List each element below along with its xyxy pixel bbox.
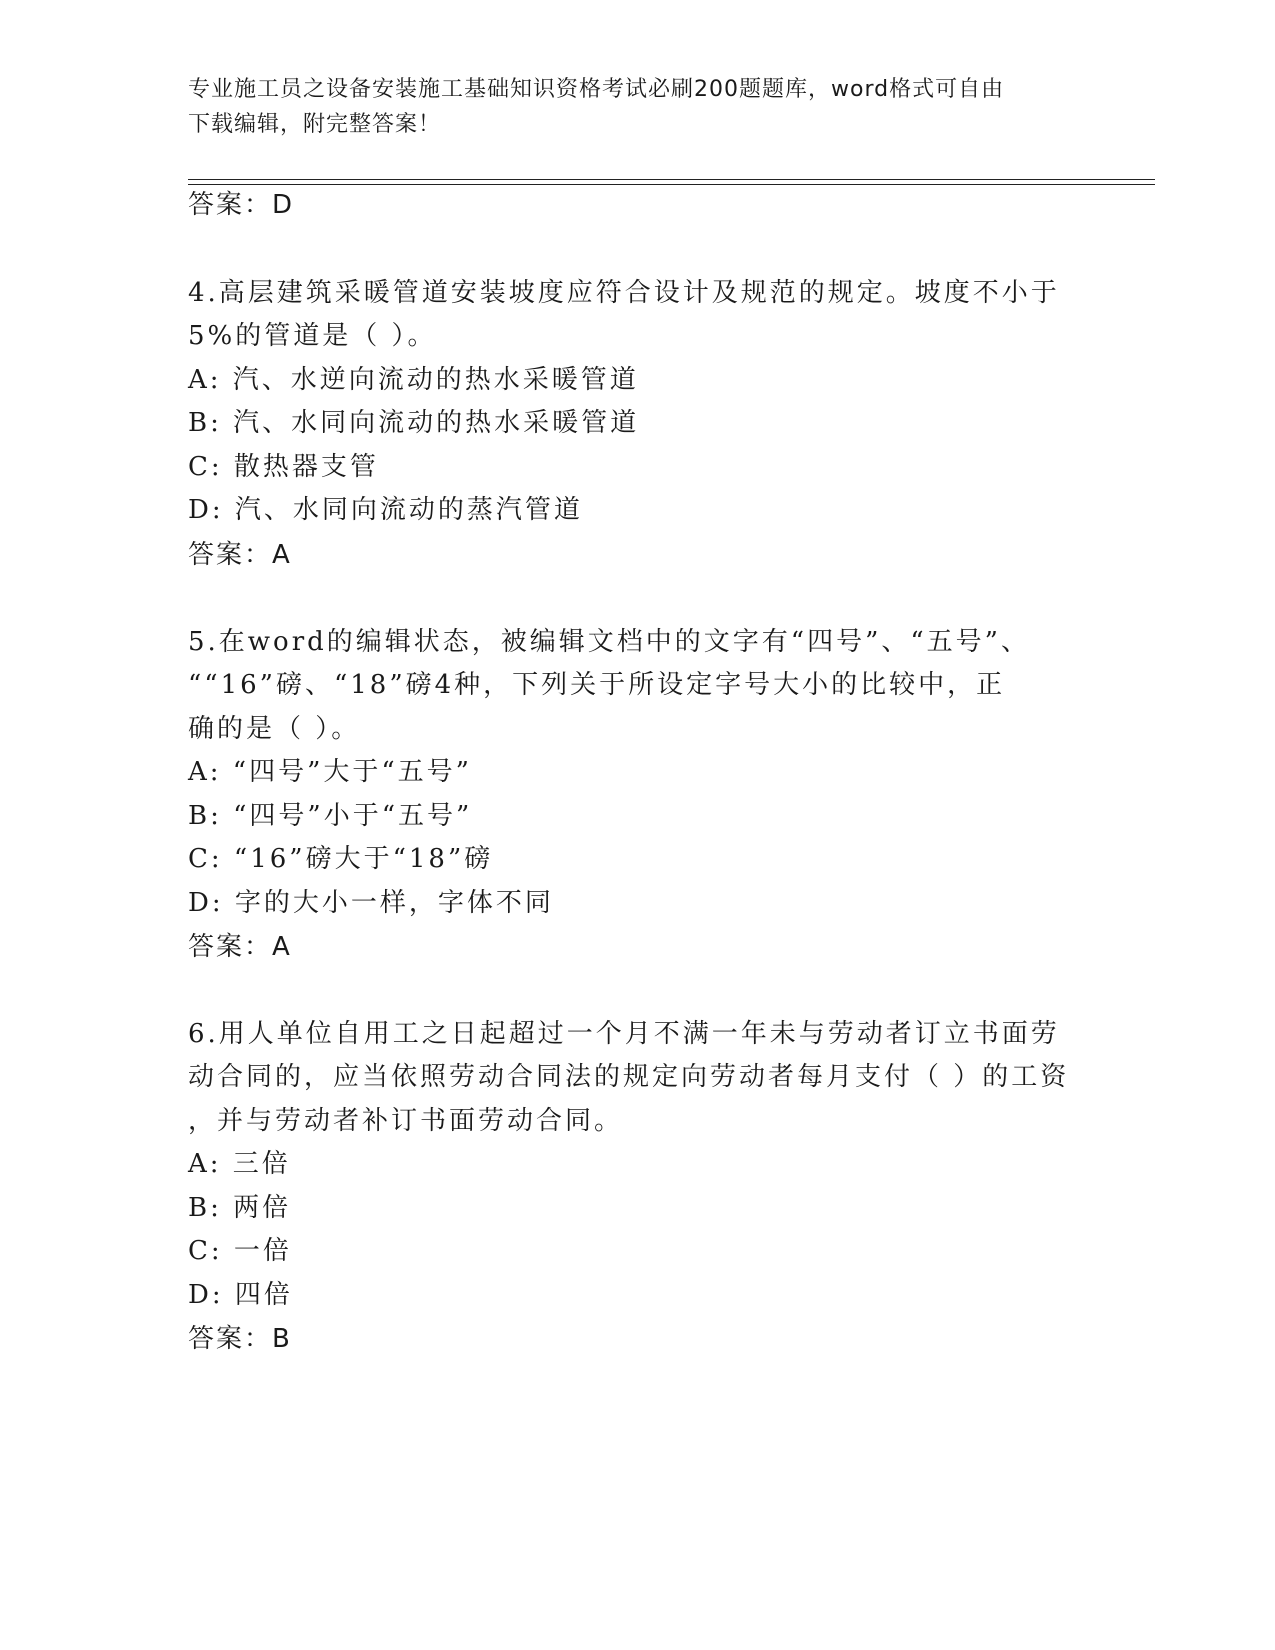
question-6-line-3: ，并与劳动者补订书面劳动合同。 (188, 1106, 624, 1136)
question-6-answer: 答案：B (188, 1324, 292, 1354)
question-5-option-a: A: “四号”大于“五号” (188, 757, 472, 787)
document-header (188, 72, 1088, 142)
question-6-option-d: D: 四倍 (188, 1280, 293, 1310)
question-5-option-c: C: “16”磅大于“18”磅 (188, 844, 494, 874)
question-5-line-3: 确的是（ ）。 (188, 714, 361, 744)
question-6-option-b: B: 两倍 (188, 1193, 292, 1223)
question-4-answer: 答案：A (188, 540, 292, 570)
question-5-option-d: D: 字的大小一样，字体不同 (188, 888, 554, 918)
question-5-answer: 答案：A (188, 932, 292, 962)
question-5-line-2: ““16”磅、“18”磅4种，下列关于所设定字号大小的比较中，正 (188, 670, 1006, 700)
question-5-option-b: B: “四号”小于“五号” (188, 801, 473, 831)
question-4-line-1: 4.高层建筑采暖管道安装坡度应符合设计及规范的规定。坡度不小于 (188, 278, 1060, 308)
question-6-option-c: C: 一倍 (188, 1236, 292, 1266)
question-4-option-b: B: 汽、水同向流动的热水采暖管道 (188, 408, 640, 438)
question-4-option-c: C: 散热器支管 (188, 452, 379, 482)
question-5-line-1: 5.在word的编辑状态，被编辑文档中的文字有“四号”、“五号”、 (188, 627, 1030, 657)
question-6-line-2: 动合同的，应当依照劳动合同法的规定向劳动者每月支付（ ）的工资 (188, 1062, 1070, 1092)
question-4-option-a: A: 汽、水逆向流动的热水采暖管道 (188, 365, 639, 395)
question-6-option-a: A: 三倍 (188, 1149, 291, 1179)
header-line-2: 下载编辑，附完整答案！ (188, 112, 442, 137)
previous-answer: 答案：D (188, 190, 295, 220)
header-divider-bottom (188, 184, 1155, 185)
question-4-line-2: 5%的管道是（ ）。 (188, 321, 437, 351)
question-6-line-1: 6.用人单位自用工之日起超过一个月不满一年未与劳动者订立书面劳 (188, 1019, 1060, 1049)
header-line-1: 专业施工员之设备安装施工基础知识资格考试必刷200题题库，word格式可自由 (188, 77, 1005, 102)
header-divider-top (188, 179, 1155, 180)
question-4-option-d: D: 汽、水同向流动的蒸汽管道 (188, 495, 583, 525)
